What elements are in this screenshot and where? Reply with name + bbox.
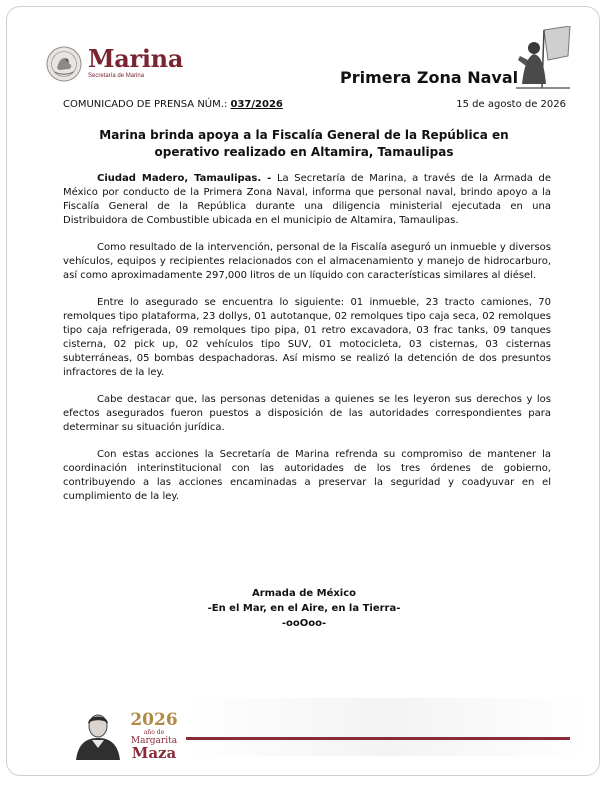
brand-subtitle: Secretaría de Marina — [88, 73, 145, 79]
year-name-first: Margarita — [130, 736, 178, 746]
footer-shade — [186, 698, 586, 756]
year-number: 2026 — [130, 710, 178, 730]
signature-line-2: -En el Mar, en el Aire, en la Tierra- — [207, 603, 401, 614]
year-ano-de: año de — [143, 729, 165, 736]
paragraph-5: Con estas acciones la Secretaría de Marina refrenda su compromiso de mantener la coordinación interinstitucional con las autoridades de los tres órdenes de gobierno, contribuyendo a las acciones encaminadas a preservar la seguridad y coadyuvar en el cumplimiento de la ley. — [63, 449, 551, 502]
margarita-maza-portrait-icon — [70, 708, 126, 760]
paragraph-1 — [63, 172, 551, 228]
year-emblem — [130, 712, 178, 761]
signature-block — [150, 586, 458, 631]
signature-line-3: -ooOoo- — [281, 618, 327, 629]
comunicado-number — [63, 99, 283, 110]
comunicado-num: 037/2026 — [230, 99, 283, 110]
press-title: Marina brinda apoya a la Fiscalía General de la República en operativo realizado en Altamira, Tamaulipas — [99, 128, 509, 159]
signature-line-1: Armada de México — [251, 588, 357, 599]
footer-divider — [186, 737, 570, 740]
paragraph-3: Entre lo asegurado se encuentra lo siguiente: 01 inmueble, 23 tracto camiones, 70 remolques tipo plataforma, 23 dollys, 01 autotanque, 02 remolques tipo caja seca, 02 remolques tipo caja refrigerada, 09 remolques tipo pipa, 01 retro excavadora, 03 frac tanks, 09 tanques cisterna, 02 pick up, 02 vehículos tipo SUV, 01 motocicleta, 03 cisternas, 03 cisternas subterráneas, 05 bombas despachadoras. Así mismo se realizó la detención de dos presuntos infractores de la ley. — [63, 297, 551, 378]
eagle-seal-icon — [46, 46, 82, 82]
paragraph-4: Cabe destacar que, las personas detenidas a quienes se les leyeron sus derechos y los efectos asegurados fueron puestos a disposición de las autoridades correspondientes para determinar su situación jurídica. — [63, 394, 551, 433]
zona-naval-title: Primera Zona Naval — [340, 68, 519, 87]
release-date: 15 de agosto de 2026 — [456, 99, 566, 110]
press-body — [63, 172, 551, 517]
paragraph-1-lead: Ciudad Madero, Tamaulipas. - — [97, 173, 272, 184]
brand-name: Marina — [88, 44, 184, 73]
year-name-last: Maza — [131, 744, 177, 762]
naval-figure-icon — [514, 26, 572, 90]
paragraph-1-text: La Secretaría de Marina, a través de la Armada de México por conducto de la Primera Zona Naval, informa que personal naval, brindo apoyo a la Fiscalía General de la República durante una diligencia ministerial ejecutada en una Distribuidora de Combustible ubicada en el municipio de Altamira, Tamaulipas. — [63, 173, 552, 226]
brand-block — [88, 46, 183, 79]
comunicado-label: COMUNICADO DE PRENSA NÚM.: — [63, 99, 231, 110]
paragraph-2: Como resultado de la intervención, personal de la Fiscalía aseguró un inmueble y diversos vehículos, equipos y recipientes relacionados con el almacenamiento y manejo de hidrocarburo, así como aproximadamente 297,000 litros de un líquido con características similares al diésel. — [63, 242, 551, 281]
